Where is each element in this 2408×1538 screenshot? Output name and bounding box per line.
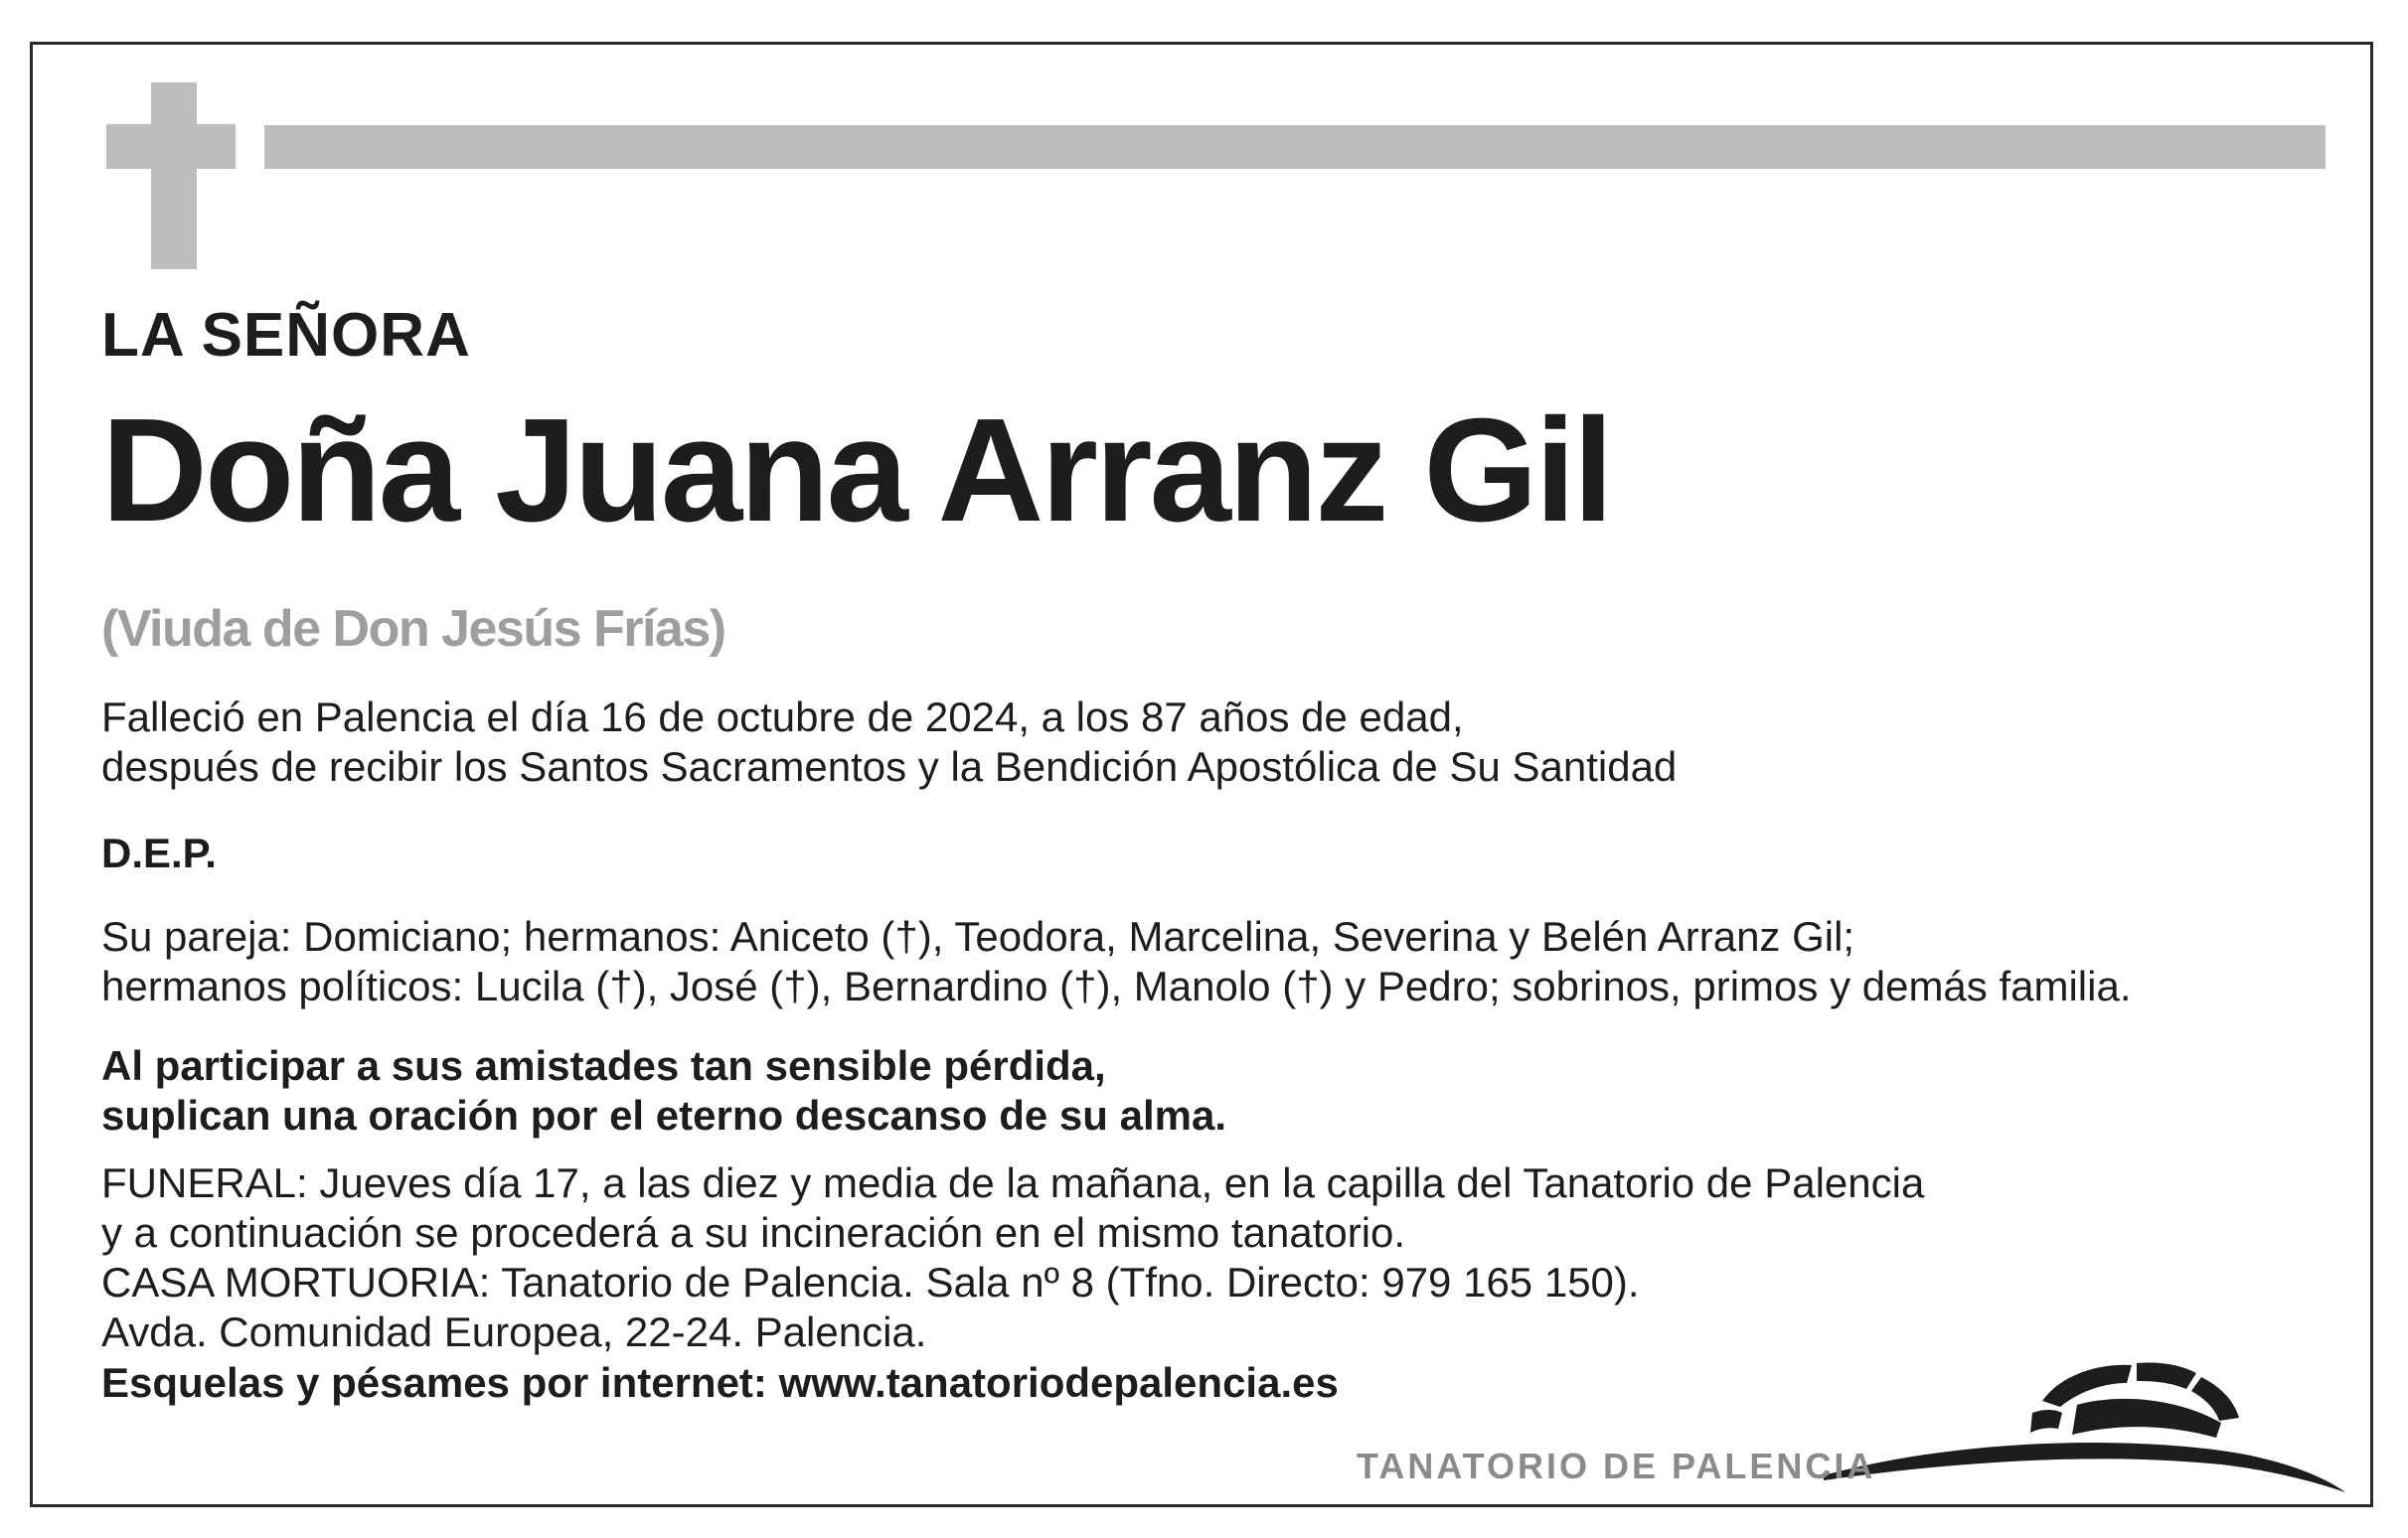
widow-of: (Viuda de Don Jesús Frías) xyxy=(101,600,725,658)
address-line: Avda. Comunidad Europea, 22-24. Palencia. xyxy=(101,1308,927,1355)
dep-label: D.E.P. xyxy=(101,830,217,876)
cross-icon-bar xyxy=(106,124,236,169)
request-line: suplican una oración por el eterno descanso de su alma. xyxy=(101,1092,1226,1139)
cross-icon xyxy=(151,82,197,269)
deceased-name: Doña Juana Arranz Gil xyxy=(101,388,1611,552)
funeral-home-line: CASA MORTUORIA: Tanatorio de Palencia. Sala nº 8 (Tfno. Directo: 979 165 150). xyxy=(101,1259,1640,1306)
website-line: Esquelas y pésames por internet: www.tanatoriodepalencia.es xyxy=(101,1359,1339,1406)
tanatorio-logo xyxy=(1347,1343,2350,1502)
salutation: LA SEÑORA xyxy=(101,301,471,370)
logo-text: TANATORIO DE PALENCIA xyxy=(1357,1446,1876,1486)
death-notice-line: Falleció en Palencia el día 16 de octubre de 2024, a los 87 años de edad, xyxy=(101,693,1464,740)
family-line: hermanos políticos: Lucila (†), José (†), Bernardino (†), Manolo (†) y Pedro; sobrinos, primos y demás familia. xyxy=(101,963,2132,1009)
funeral-line: y a continuación se procederá a su incineración en el mismo tanatorio. xyxy=(101,1209,1406,1256)
death-notice-line: después de recibir los Santos Sacramentos y la Bendición Apostólica de Su Santidad xyxy=(101,743,1678,790)
request-line: Al participar a sus amistades tan sensible pérdida, xyxy=(101,1042,1106,1089)
header-rule xyxy=(264,125,2326,169)
funeral-line: FUNERAL: Jueves día 17, a las diez y media de la mañana, en la capilla del Tanatorio de Palencia xyxy=(101,1159,1925,1206)
family-line: Su pareja: Domiciano; hermanos: Aniceto (†), Teodora, Marcelina, Severina y Belén Arranz Gil; xyxy=(101,913,1855,960)
